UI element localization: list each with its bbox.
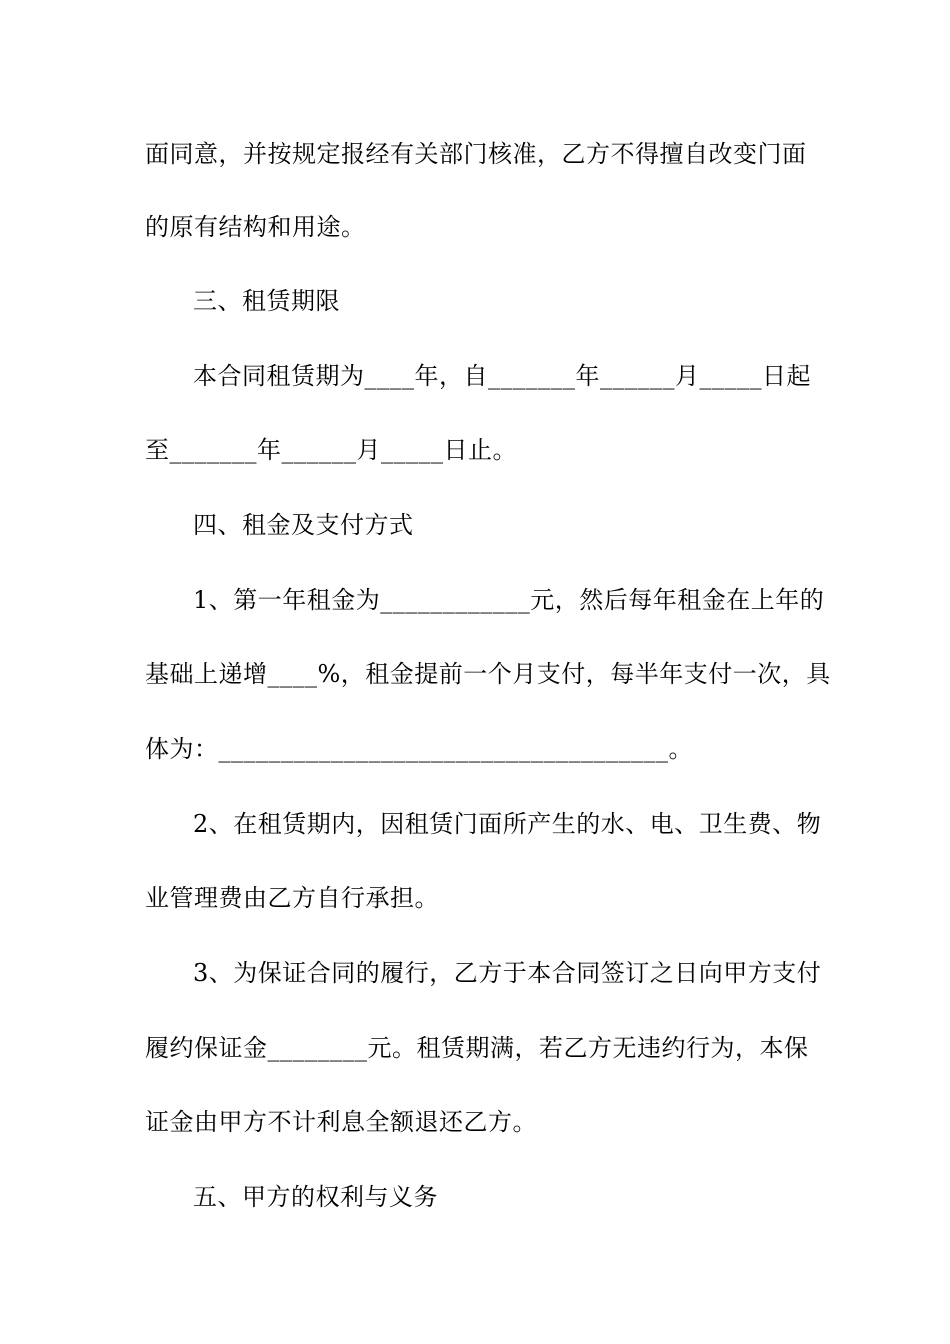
paragraph-line: 至_______年______月_____日止。 <box>145 436 517 464</box>
paragraph-line: 基础上递增____%，租金提前一个月支付，每半年支付一次，具 <box>145 660 831 688</box>
paragraph-line: 证金由甲方不计利息全额退还乙方。 <box>145 1108 537 1136</box>
paragraph-line: 履约保证金________元。租赁期满，若乙方无违约行为，本保 <box>145 1034 809 1062</box>
section-heading: 三、租赁期限 <box>193 287 340 315</box>
paragraph-line: 面同意，并按规定报经有关部门核准，乙方不得擅自改变门面 <box>145 140 807 168</box>
section-heading: 五、甲方的权利与义务 <box>193 1183 438 1211</box>
paragraph-line: 1、第一年租金为____________元，然后每年租金在上年的 <box>193 586 825 614</box>
paragraph-line: 业管理费由乙方自行承担。 <box>145 884 439 912</box>
paragraph-line: 体为：____________________________________。 <box>145 735 693 763</box>
section-heading: 四、租金及支付方式 <box>193 511 414 539</box>
paragraph-line: 3、为保证合同的履行，乙方于本合同签订之日向甲方支付 <box>193 959 822 987</box>
paragraph-line: 的原有结构和用途。 <box>145 213 366 241</box>
paragraph-line: 本合同租赁期为____年，自_______年______月_____日起 <box>193 362 811 390</box>
paragraph-line: 2、在租赁期内，因租赁门面所产生的水、电、卫生费、物 <box>193 810 822 838</box>
